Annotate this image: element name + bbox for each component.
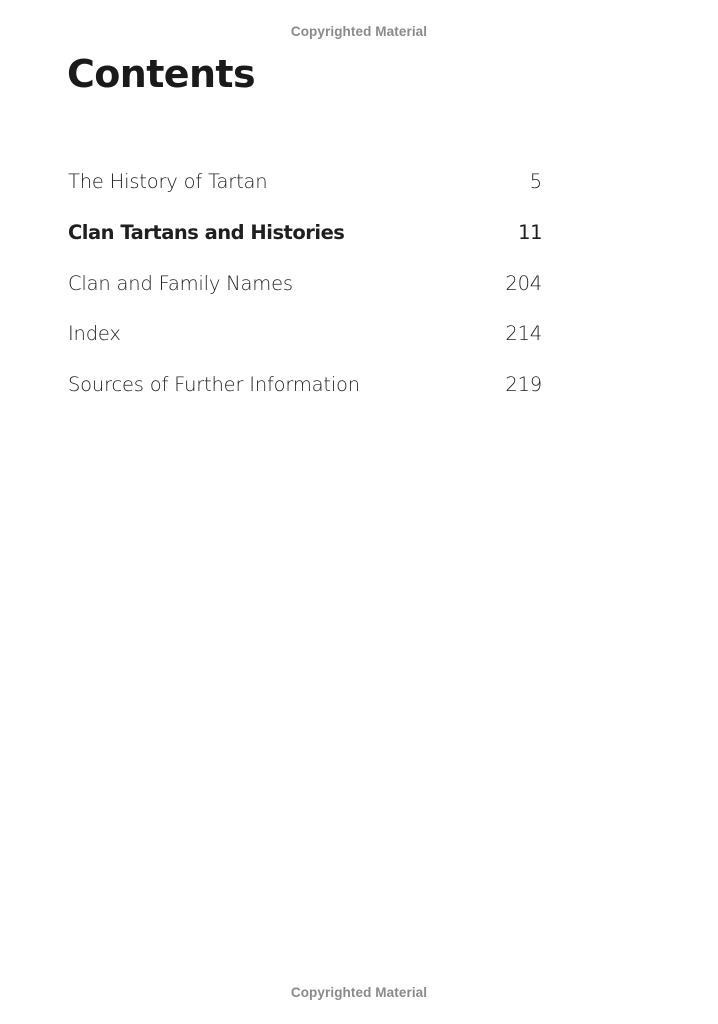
toc-entry-index[interactable] xyxy=(68,322,542,373)
toc-entry-label: Sources of Further Information xyxy=(68,373,360,397)
toc-entry-label: Clan Tartans and Histories xyxy=(68,220,345,244)
page-title: Contents xyxy=(67,52,256,96)
toc-entry-label: Clan and Family Names xyxy=(68,271,293,295)
toc-entry-page-number: 11 xyxy=(518,220,542,244)
table-of-contents xyxy=(68,170,542,424)
toc-entry-page-number: 214 xyxy=(505,322,542,346)
toc-entry-clan-tartans-and-histories[interactable] xyxy=(68,221,542,272)
toc-entry-label: Index xyxy=(68,322,121,346)
toc-entry-page-number: 5 xyxy=(529,170,542,193)
toc-entry-clan-and-family-names[interactable] xyxy=(68,272,542,323)
toc-entry-page-number: 219 xyxy=(505,373,542,397)
watermark-bottom: Copyrighted Material xyxy=(290,985,428,1000)
toc-entry-page-number: 204 xyxy=(505,271,542,295)
toc-entry-sources-of-further-information[interactable] xyxy=(68,373,542,424)
watermark-top: Copyrighted Material xyxy=(290,24,428,39)
toc-entry-label: The History of Tartan xyxy=(68,170,268,193)
toc-entry-history-of-tartan[interactable] xyxy=(68,170,542,221)
